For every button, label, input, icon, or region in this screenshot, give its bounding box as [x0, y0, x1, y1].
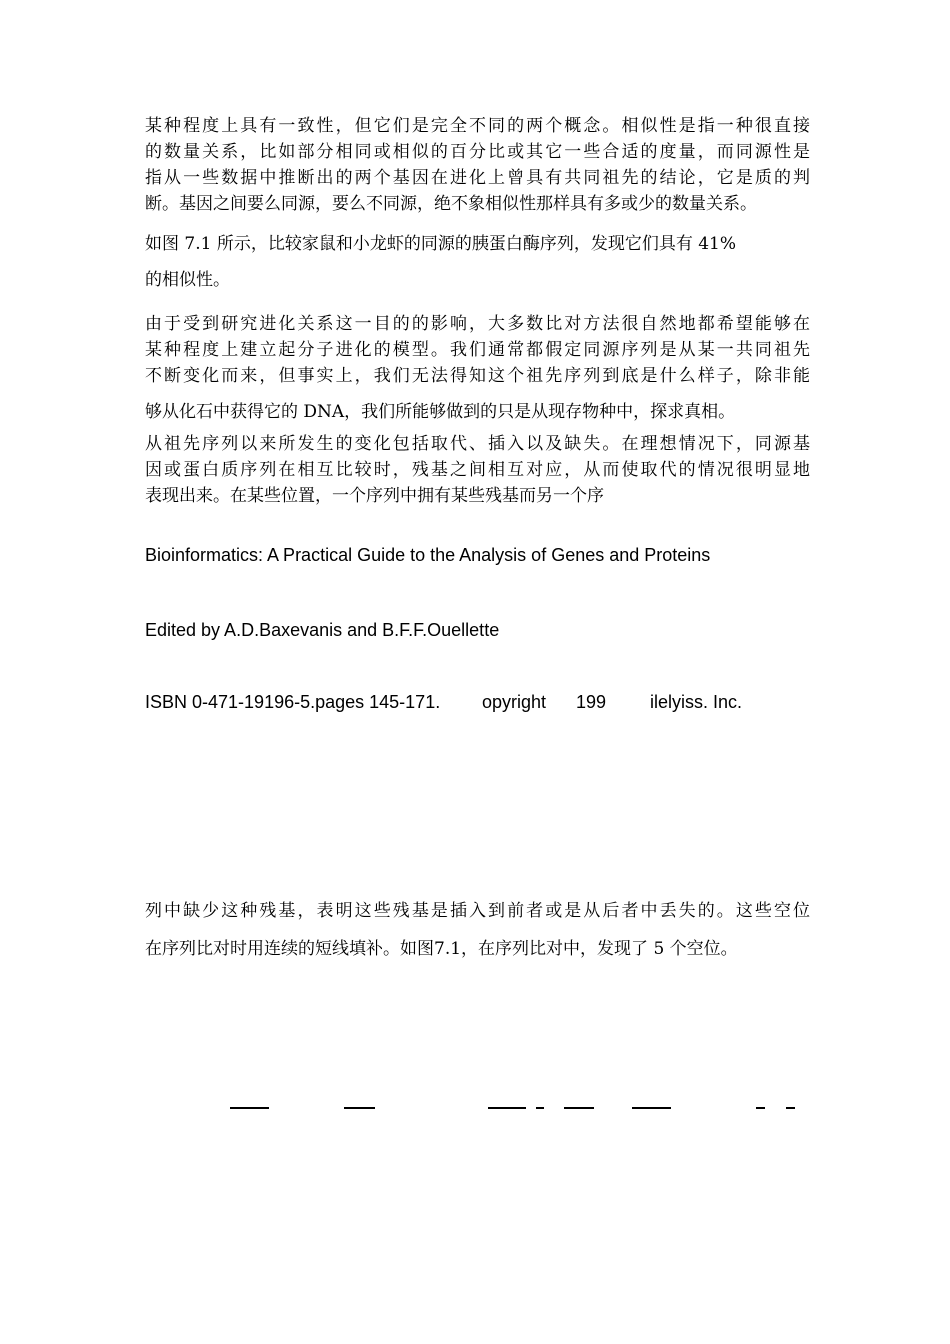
book-editors: Edited by A.D.Baxevanis and B.F.F.Ouellette — [145, 620, 500, 640]
text-line: 列中缺少这种残基，表明这些残基是插入到前者或是从后者中丢失的。这些空位 — [145, 901, 810, 921]
paragraph-gaps — [145, 892, 810, 968]
book-title: Bioinformatics: A Practical Guide to the Analysis of Genes and Proteins — [145, 545, 711, 565]
isbn-text: ISBN 0-471-19196-5.pages 145-171. — [145, 692, 441, 712]
text-line: 断。基因之间要么同源，要么不同源，绝不象相似性那样具有多或少的数量关系。 — [145, 194, 757, 214]
text-line: 指从一些数据中推断出的两个基因在进化上曾具有共同祖先的结论，它是质的判 — [145, 168, 810, 188]
text-line: 从祖先序列以来所发生的变化包括取代、插入以及缺失。在理想情况下，同源基 — [145, 434, 810, 454]
copyright-text: opyright — [482, 692, 547, 712]
text-line: 因或蛋白质序列在相互比较时，残基之间相互对应，从而使取代的情况很明显地 — [145, 460, 810, 480]
text-line: 在序列比对时用连续的短线填补。如图7.1，在序列比对中，发现了 5 个空位。 — [145, 939, 738, 959]
gap-dash — [632, 1107, 671, 1109]
gap-dash — [756, 1107, 765, 1109]
isbn-line — [0, 692, 950, 716]
text-line: 表现出来。在某些位置，一个序列中拥有某些残基而另一个序 — [145, 486, 604, 506]
gap-dash — [230, 1107, 269, 1109]
gap-dash — [786, 1107, 795, 1109]
paragraph-substitution-insertion-deletion — [145, 431, 810, 509]
text-line: 够从化石中获得它的 DNA，我们所能够做到的只是从现存物种中，探求真相。 — [145, 402, 736, 422]
text-line: 如图 7.1 所示，比较家鼠和小龙虾的同源的胰蛋白酶序列，发现它们具有 41% — [145, 234, 737, 254]
copyright-year: 199 — [576, 692, 607, 712]
paragraph-similarity-homology — [145, 113, 810, 217]
gap-dash — [344, 1107, 375, 1109]
text-line: 某种程度上具有一致性，但它们是完全不同的两个概念。相似性是指一种很直接 — [145, 116, 810, 136]
publisher-text: ilelyiss. Inc. — [650, 692, 743, 712]
text-line: 的数量关系，比如部分相同或相似的百分比或其它一些合适的度量，而同源性是 — [145, 142, 810, 162]
text-line: 某种程度上建立起分子进化的模型。我们通常都假定同源序列是从某一共同祖先 — [145, 340, 810, 360]
gap-dash — [564, 1107, 594, 1109]
text-line: 的相似性。 — [145, 270, 230, 290]
gap-dash — [488, 1107, 526, 1109]
text-line: 由于受到研究进化关系这一目的的影响，大多数比对方法很自然地都希望能够在 — [145, 314, 810, 334]
paragraph-figure-7-1 — [145, 226, 810, 298]
paragraph-molecular-evolution — [145, 311, 810, 425]
text-line: 不断变化而来，但事实上，我们无法得知这个祖先序列到底是什么样子，除非能 — [145, 366, 810, 386]
gap-dash — [536, 1107, 544, 1109]
